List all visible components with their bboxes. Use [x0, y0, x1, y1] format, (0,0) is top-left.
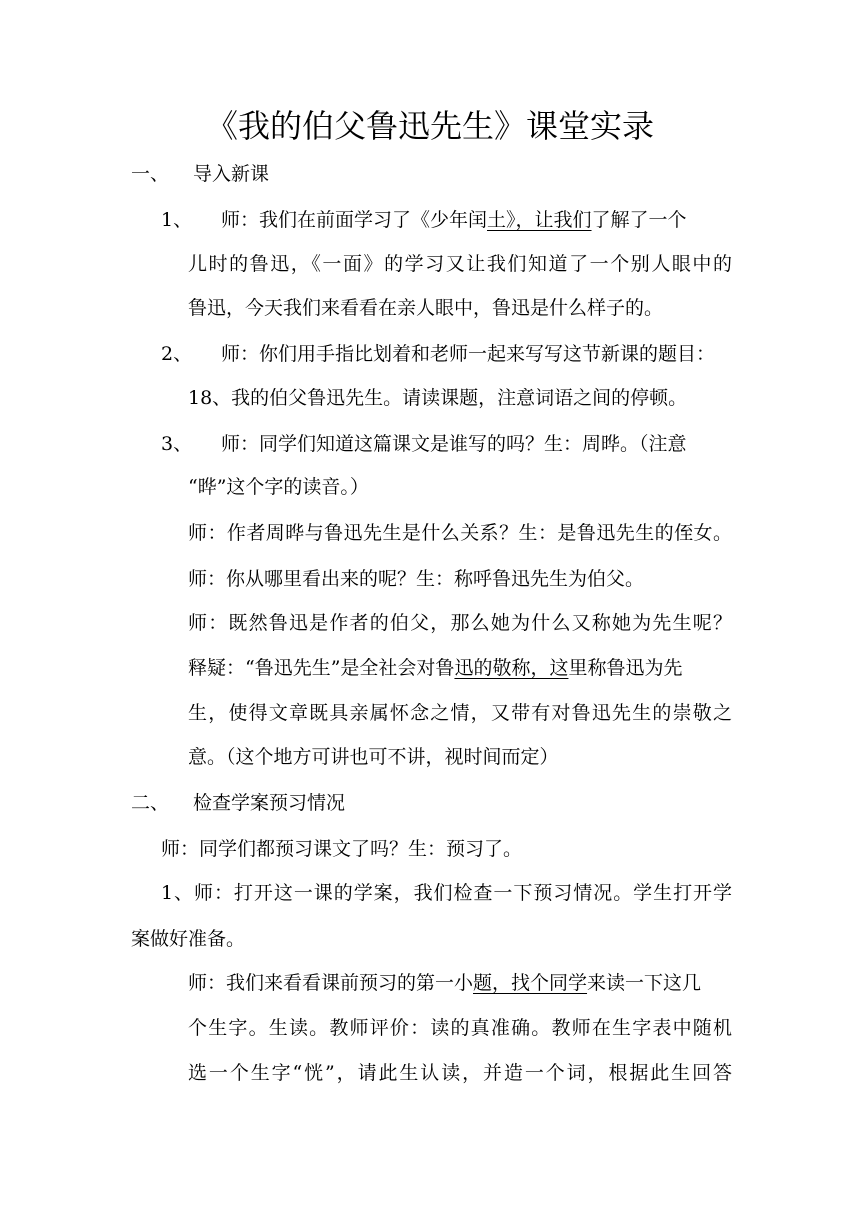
paragraph-line: 儿时的鲁迅，《一面》的学习又让我们知道了一个别人眼中的 [188, 253, 732, 275]
paragraph-line: 鲁迅，今天我们来看看在亲人眼中，鲁迅是什么样子的。 [188, 297, 664, 319]
document-title: 《我的伯父鲁迅先生》课堂实录 [205, 107, 654, 145]
paragraph-line: 生，使得文章既具亲属怀念之情，又带有对鲁迅先生的崇敬之 [188, 702, 732, 724]
text-run: 来读一下这几 [587, 972, 702, 994]
paragraph-line: 师：既然鲁迅是作者的伯父，那么她为什么又称她为先生呢？ [188, 612, 732, 634]
paragraph-line: 选一个生字“恍”，请此生认读，并造一个词，根据此生回答 [188, 1062, 732, 1084]
section-number: 二、 [131, 792, 170, 814]
underlined-text: 土》，让我们 [487, 209, 592, 231]
paragraph-line [188, 655, 682, 681]
paragraph-line: 个生字。生读。教师评价：读的真准确。教师在生字表中随机 [188, 1017, 732, 1039]
paragraph-line: 师：同学们知道这篇课文是谁写的吗？生：周晔。（注意 [221, 433, 687, 455]
paragraph-line: 1、师：打开这一课的学案，我们检查一下预习情况。学生打开学 [161, 882, 732, 904]
item-number: 3、 [161, 433, 193, 455]
text-run: 释疑：“鲁迅先生”是全社会对鲁 [188, 657, 455, 679]
paragraph-line: 意。（这个地方可讲也可不讲，视时间而定） [188, 746, 559, 768]
section-number: 一、 [131, 163, 170, 185]
text-run: 师：我们在前面学习了《少年闰 [221, 209, 488, 231]
paragraph-line: 师：你从哪里看出来的呢？生：称呼鲁迅先生为伯父。 [188, 568, 645, 590]
item-number: 2、 [161, 343, 193, 365]
text-run: 师：我们来看看课前预习的第一小 [188, 972, 474, 994]
paragraph-line: 18、我的伯父鲁迅先生。请读课题，注意词语之间的停顿。 [188, 387, 688, 409]
section-heading: 检查学案预习情况 [193, 792, 346, 814]
paragraph-line [188, 970, 701, 996]
paragraph-line: 师：你们用手指比划着和老师一起来写写这节新课的题目： [221, 343, 716, 365]
section-heading: 导入新课 [193, 163, 270, 185]
item-number: 1、 [161, 209, 193, 231]
paragraph-line: 案做好准备。 [131, 928, 246, 950]
paragraph-line: 师：同学们都预习课文了吗？生：预习了。 [161, 838, 523, 860]
paragraph-line: 师：作者周晔与鲁迅先生是什么关系？生：是鲁迅先生的侄女。 [188, 522, 732, 544]
text-run: 里称鲁迅为先 [568, 657, 683, 679]
text-run: 了解了一个 [591, 209, 687, 231]
paragraph-line: “晔”这个字的读音。） [188, 476, 369, 498]
underlined-text: 迅的敬称，这 [454, 657, 569, 679]
paragraph-line [221, 207, 687, 233]
underlined-text: 题，找个同学 [473, 972, 588, 994]
